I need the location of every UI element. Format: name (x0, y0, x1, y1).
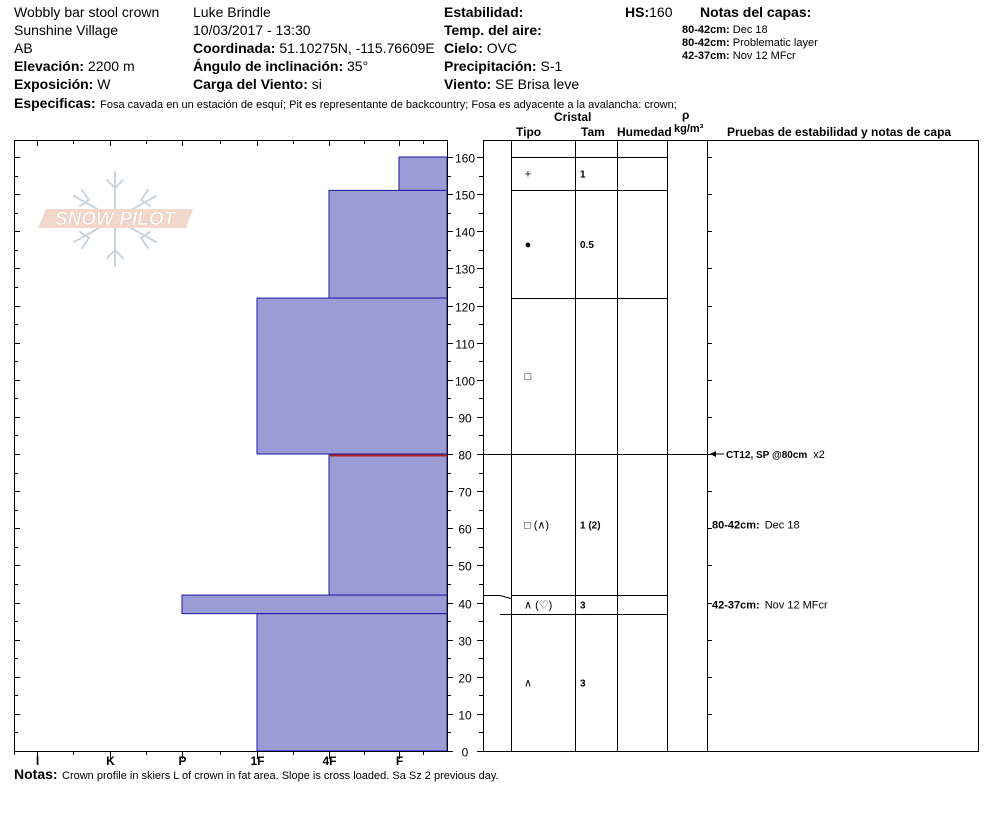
hardness-tick-label: K (106, 754, 115, 768)
density-unit-header: kg/m³ (674, 123, 704, 135)
hardness-tick-label: I (35, 754, 40, 768)
grain-type-symbol: □ (524, 371, 532, 384)
aspect-label: Exposición: (14, 76, 94, 92)
snowpilot-logo (38, 172, 193, 266)
grain-type-symbol: + (524, 168, 532, 181)
stability-test-result: CT12, SP @80cm (726, 450, 808, 461)
coordinates-value: 51.10275N, -115.76609E (279, 40, 435, 56)
hardness-tick-label: 4F (322, 754, 337, 768)
snowpilot-logo-text: SNOW PILOT (54, 209, 176, 230)
region: AB (14, 40, 33, 56)
grain-type-symbol: □ (∧) (524, 519, 550, 532)
wind-value: SE Brisa leve (495, 76, 580, 92)
layer-note-text: Dec 18 (732, 24, 768, 36)
coordinates-label: Coordinada: (193, 40, 276, 56)
footer-notes-value: Crown profile in skiers L of crown in fat area. Slope is cross loaded. Sa Sz 2 previous day. (62, 770, 499, 782)
grain-size: 1 (2) (580, 520, 601, 532)
height-tick-label: 160 (454, 151, 476, 166)
hardness-tick-label: 1F (250, 754, 265, 768)
layer-comment-range: 80-42cm: (712, 519, 760, 532)
layer-notes-title: Notas del capas: (700, 4, 812, 20)
stability-test-count: x2 (813, 449, 825, 461)
layer-note-range: 80-42cm: (682, 37, 730, 49)
grain-type-symbol: ∧ (♡) (524, 599, 553, 612)
layer-comment-note: Dec 18 (764, 519, 800, 532)
grain-type-symbol: ∧ (523, 677, 533, 690)
hardness-bar (257, 614, 447, 751)
height-tick-label: 10 (458, 708, 472, 723)
hardness-tick-label: P (178, 754, 187, 768)
grain-size: 0.5 (580, 240, 594, 252)
layer-note-range: 80-42cm: (682, 24, 730, 36)
hardness-bar (329, 454, 447, 595)
height-tick-label: 60 (458, 522, 472, 537)
incline-label: Ángulo de inclinación: (193, 58, 344, 74)
height-tick-label: 130 (454, 262, 476, 277)
height-tick-label: 110 (455, 337, 475, 352)
hardness-bar (257, 298, 447, 454)
tipo-header: Tipo (516, 125, 542, 139)
hardness-bar (182, 595, 447, 614)
snow-height-value: 160 (649, 4, 673, 20)
precipitation-label: Precipitación: (444, 58, 537, 74)
hardness-tick-label: F (395, 754, 404, 768)
air-temp-label: Temp. del aire: (444, 22, 542, 38)
elevation-label: Elevación: (14, 58, 85, 74)
height-tick-label: 150 (454, 188, 476, 203)
incline-value: 35° (347, 58, 369, 74)
height-tick-label: 70 (458, 485, 472, 500)
layer-note-text: Problematic layer (732, 37, 818, 49)
hardness-bar (399, 157, 447, 190)
height-tick-label: 140 (454, 225, 476, 240)
footer-notes (14, 767, 499, 783)
stability-label: Estabilidad: (444, 4, 524, 20)
sky-label: Cielo: (444, 40, 483, 56)
height-tick-label: 0 (461, 745, 469, 760)
layer-comment-range: 42-37cm: (712, 599, 760, 612)
grain-size: 3 (580, 678, 586, 690)
height-tick-label: 120 (454, 300, 476, 315)
height-tick-label: 90 (458, 411, 472, 426)
grain-type-symbol: ● (524, 239, 532, 252)
area-name: Sunshine Village (14, 22, 119, 38)
specifics-value: Fosa cavada en un estación de esquí; Pit es representante de backcountry; Fosa es adyacente a la avalancha: crown; (100, 99, 677, 111)
grain-size: 3 (580, 600, 586, 612)
test-arrow-head (710, 451, 716, 457)
sky-value: OVC (486, 40, 518, 56)
layer-table-frame (484, 141, 979, 752)
height-tick-label: 30 (458, 634, 472, 649)
footer-notes-label: Notas: (14, 766, 58, 782)
layer-connector-line (500, 596, 511, 599)
density-rho-header: ρ (682, 108, 690, 122)
height-tick-label: 80 (458, 448, 472, 463)
stability-test-label (726, 449, 825, 461)
precipitation-value: S-1 (540, 58, 563, 74)
layer-note-text: Nov 12 MFcr (732, 50, 796, 62)
stability-tests-header: Pruebas de estabilidad y notas de capa (727, 125, 952, 139)
pit-name: Wobbly bar stool crown (14, 4, 160, 20)
snow-height-label: HS: (625, 4, 650, 20)
wind-label: Viento: (444, 76, 492, 92)
hardness-bar (329, 190, 447, 298)
aspect-value: W (97, 76, 111, 92)
height-tick-label: 100 (454, 374, 476, 389)
height-tick-label: 20 (458, 671, 472, 686)
tam-header: Tam (581, 125, 605, 139)
grain-size: 1 (580, 169, 586, 181)
layer-comment (712, 520, 800, 532)
date-time: 10/03/2017 - 13:30 (193, 22, 311, 38)
hardness-bars (182, 157, 447, 751)
elevation-value: 2200 m (87, 58, 135, 74)
cristal-header: Cristal (554, 110, 592, 124)
layer-note-range: 42-37cm: (682, 50, 730, 62)
wind-load-label: Carga del Viento: (193, 76, 308, 92)
layer-comment (712, 599, 828, 611)
height-tick-label: 40 (458, 597, 472, 612)
observer: Luke Brindle (193, 4, 271, 20)
height-tick-label: 50 (458, 559, 472, 574)
layer-comment-note: Nov 12 MFcr (764, 599, 828, 612)
specifics-label: Especificas: (14, 95, 96, 111)
humedad-header: Humedad (617, 125, 672, 139)
wind-load-value: si (311, 76, 322, 92)
